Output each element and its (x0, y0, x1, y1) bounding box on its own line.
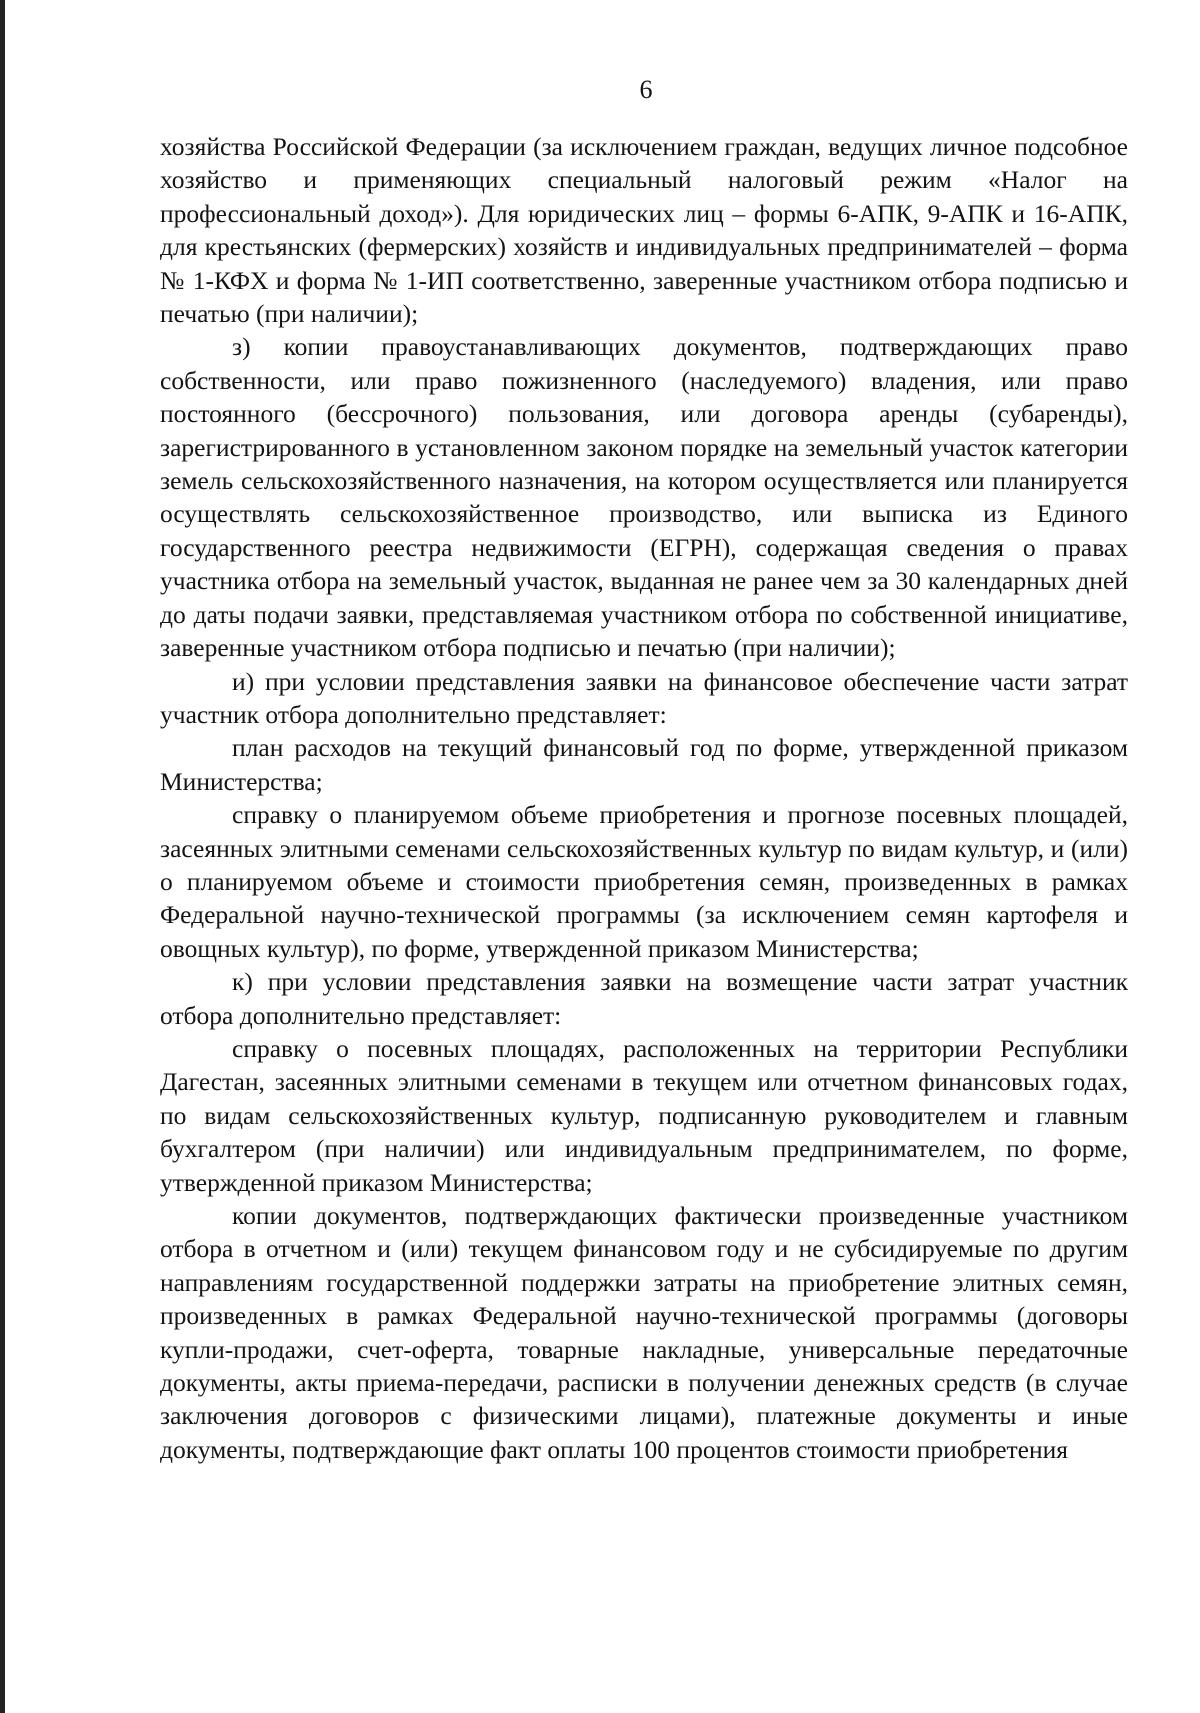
document-body (160, 130, 1128, 1466)
paragraph-planned-volume-certificate: справку о планируемом объеме приобретения и прогнозе посевных площадей, засеянных элитными семенами сельскохозяйственных культур по видам культур, и (или) о планируемом объеме и стоимости приобретения семян, произведенных в рамках Федеральной научно-технической программы (за исключением семян картофеля и овощных культур), по форме, утвержденной приказом Министерства; (160, 800, 1128, 963)
scan-edge (0, 0, 5, 1713)
paragraph-expense-plan: план расходов на текущий финансовый год по форме, утвержденной приказом Министерства; (160, 733, 1128, 796)
paragraph-item-k: к) при условии представления заявки на возмещение части затрат участник отбора дополнительно представляет: (160, 967, 1128, 1030)
paragraph-continuation: хозяйства Российской Федерации (за исключением граждан, ведущих личное подсобное хозяйство и применяющих специальный налоговый режим «Налог на профессиональный доход»). Для юридических лиц – формы 6-АПК, 9-АПК и 16-АПК, для крестьянских (фермерских) хозяйств и индивидуальных предпринимателей – форма № 1-КФХ и форма № 1-ИП соответственно, заверенные участником отбора подписью и печатью (при наличии); (160, 132, 1128, 329)
paragraph-document-copies: копии документов, подтверждающих фактически произведенные участником отбора в отчетном и (или) текущем финансовом году и не субсидируемые по другим направлениям государственной поддержки затраты на приобретение элитных семян, произведенных в рамках Федеральной научно-технической программы (договоры купли-продажи, счет-оферта, товарные накладные, универсальные передаточные документы, акты приема-передачи, расписки в получении денежных средств (в случае заключения договоров с физическими лицами), платежные документы и иные документы, подтверждающие факт оплаты 100 процентов стоимости приобретения (160, 1201, 1128, 1464)
page-number: 6 (639, 75, 653, 104)
paragraph-sown-areas-certificate: справку о посевных площадях, расположенных на территории Республики Дагестан, засеянных элитными семенами в текущем или отчетном финансовых годах, по видам сельскохозяйственных культур, подписанную руководителем и главным бухгалтером (при наличии) или индивидуальным предпринимателем, по форме, утвержденной приказом Министерства; (160, 1033, 1128, 1197)
paragraph-item-i: и) при условии представления заявки на финансовое обеспечение части затрат участник отбора дополнительно представляет: (160, 666, 1128, 729)
paragraph-item-z: з) копии правоустанавливающих документов, подтверждающих право собственности, или право пожизненного (наследуемого) владения, или право постоянного (бессрочного) пользования, или договора аренды (субаренды), зарегистрированного в установленном законом порядке на земельный участок категории земель сельскохозяйственного назначения, на котором осуществляется или планируется осуществлять сельскохозяйственное производство, или выписка из Единого государственного реестра недвижимости (ЕГРН), содержащая сведения о правах участника отбора на земельный участок, выданная не ранее чем за 30 календарных дней до даты подачи заявки, представляемая участником отбора по собственной инициативе, заверенные участником отбора подписью и печатью (при наличии); (160, 332, 1128, 663)
